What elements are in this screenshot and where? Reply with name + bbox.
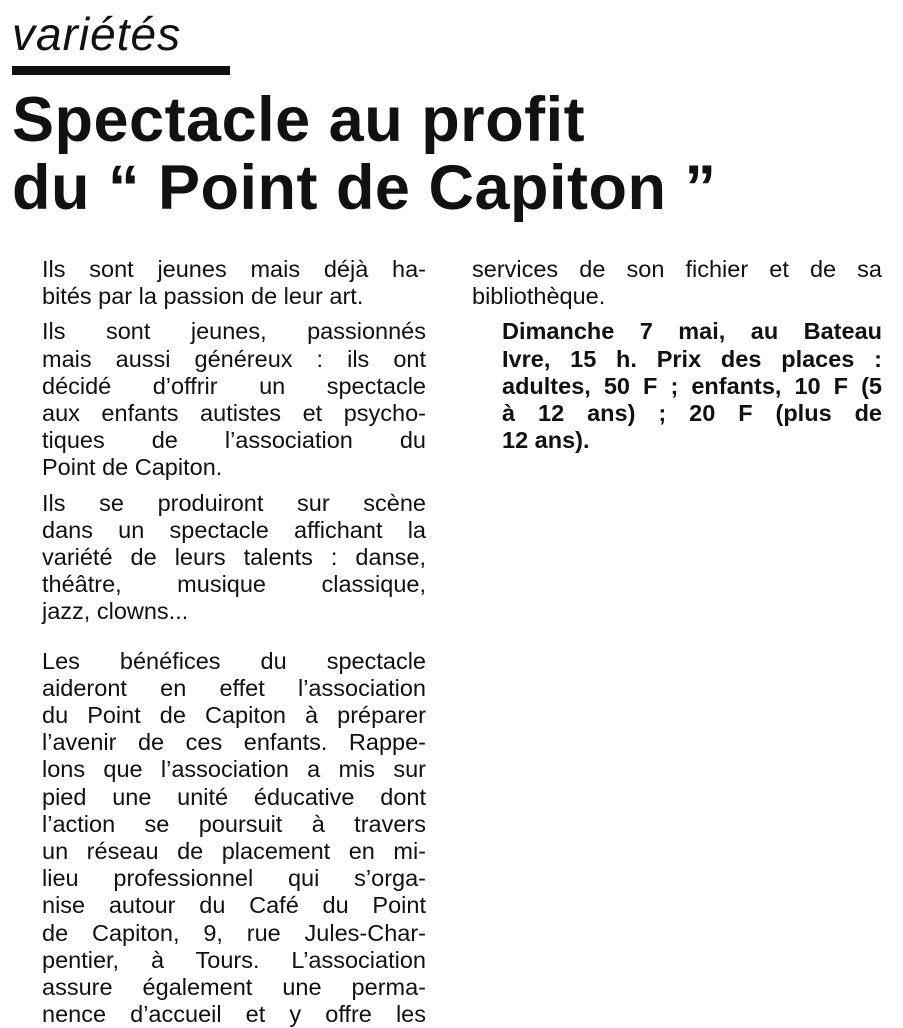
text-line: assure également une perma- (42, 974, 426, 1001)
text-line: Ivre, 15 h. Prix des places : (502, 345, 882, 372)
event-details (472, 318, 882, 454)
article-headline (12, 86, 716, 222)
text-line: lieu professionnel qui s’orga- (42, 865, 426, 892)
text-line: de Capiton, 9, rue Jules-Char- (42, 919, 426, 946)
text-line: pentier, à Tours. L’association (42, 946, 426, 973)
text-line: nise autour du Café du Point (42, 892, 426, 919)
text-line: bités par la passion de leur art. (42, 283, 364, 310)
paragraph-continued (472, 256, 882, 310)
text-line: Les bénéfices du spectacle (42, 647, 426, 674)
text-line: bibliothèque. (472, 283, 606, 310)
text-line: du Point de Capiton à préparer (42, 702, 426, 729)
text-line: nence d’accueil et y offre les (42, 1001, 426, 1028)
text-line: pied une unité éducative dont (42, 783, 426, 810)
text-line: services de son fichier et de sa (472, 256, 882, 282)
text-line: à 12 ans) ; 20 F (plus de (502, 400, 882, 427)
headline-line-1: Spectacle au profit (12, 85, 586, 155)
text-line: l’action se poursuit à travers (42, 810, 426, 837)
text-line: dans un spectacle affichant la (42, 516, 426, 543)
text-line: l’avenir de ces enfants. Rappe- (42, 729, 426, 756)
text-line: théâtre, musique classique, (42, 571, 426, 598)
text-line: Ils se produiront sur scène (42, 489, 426, 516)
text-line: jazz, clowns... (42, 598, 189, 625)
text-line: adultes, 50 F ; enfants, 10 F (5 (502, 372, 882, 399)
text-line: un réseau de placement en mi- (42, 838, 426, 865)
text-line: Point de Capiton. (42, 454, 223, 481)
text-line: aideront en effet l’association (42, 674, 426, 701)
text-line: 12 ans). (502, 427, 590, 454)
paragraph-benefits (12, 648, 426, 1028)
text-line: Ils sont jeunes mais déjà ha- (42, 256, 426, 282)
paragraph-intro (12, 256, 426, 310)
text-line: variété de leurs talents : danse, (42, 544, 426, 571)
rubric-underline (12, 66, 230, 75)
headline-line-2: du “ Point de Capiton ” (12, 153, 717, 223)
text-line: Ils sont jeunes, passionnés (42, 318, 426, 345)
article-column-right (472, 256, 882, 454)
text-line: aux enfants autistes et psycho- (42, 400, 426, 427)
text-line: tiques de l’association du (42, 427, 426, 454)
paragraph-talents (12, 490, 426, 626)
paragraph-generous (12, 318, 426, 481)
section-rubric: variétés (12, 8, 182, 60)
text-line: Dimanche 7 mai, au Bateau (502, 318, 882, 345)
text-line: décidé d’offrir un spectacle (42, 372, 426, 399)
text-line: mais aussi généreux : ils ont (42, 345, 426, 372)
text-line: lons que l’association a mis sur (42, 756, 426, 783)
article-column-left (12, 256, 426, 1028)
